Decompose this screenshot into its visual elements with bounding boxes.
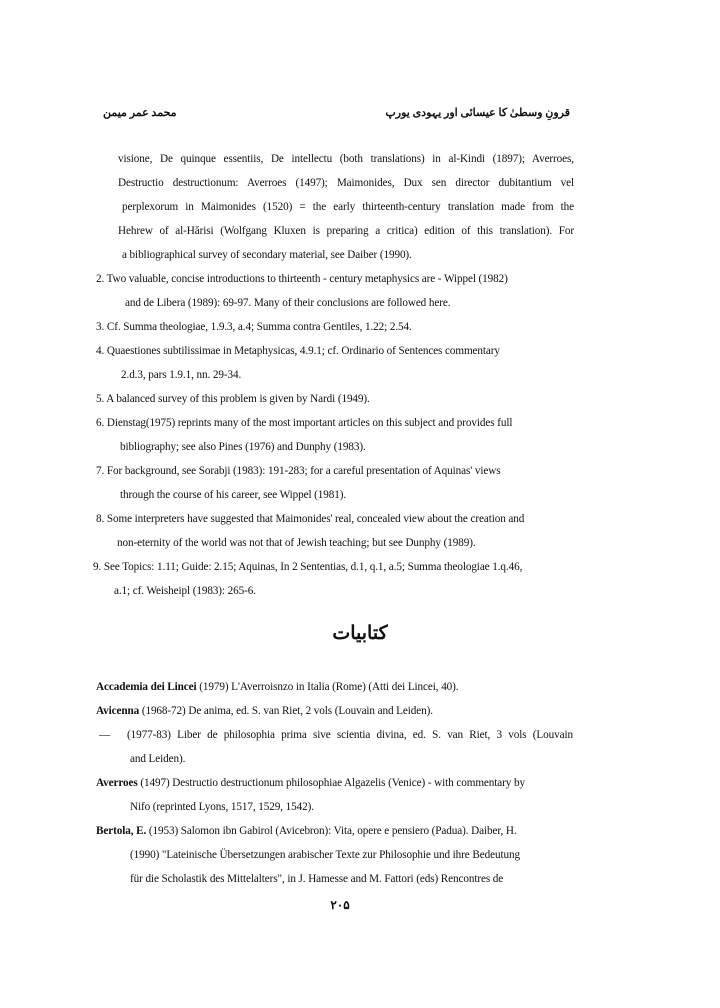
note-line: bibliography; see also Pines (1976) and Dunphy (1983). [120,441,366,453]
running-header-title: قرونِ وسطیٰ کا عیسائی اور یہودی یورپ [385,107,570,119]
note-line: and de Libera (1989): 69-97. Many of their conclusions are followed here. [125,297,451,309]
bibliography-entry: (1977-83) Liber de philosophia prima sive scientia divina, ed. S. van Riet, 3 vols (Louvain [127,729,573,741]
note-item-4: 4. Quaestiones subtilissimae in Metaphysicas, 4.9.1; cf. Ordinario of Sentences commentary [96,345,500,357]
bib-author: Averroes [96,777,138,789]
note-item-2: 2. Two valuable, concise introductions to thirteenth - century metaphysics are - Wippel (1982) [96,273,508,285]
bibliography-continuation: and Leiden). [130,753,186,765]
bib-author: Accademia dei Lincei [96,681,197,693]
bib-text: (1979) L'Averroisnzo in Italia (Rome) (Atti dei Lincei, 40). [196,681,459,693]
bib-text: (1497) Destructio destructionum philosophiae Algazelis (Venice) - with commentary by [137,777,525,789]
note-item-8: 8. Some interpreters have suggested that Maimonides' real, concealed view about the creation and [96,513,525,525]
note-item-6: 6. Dienstag(1975) reprints many of the most important articles on this subject and provides full [96,417,513,429]
note-line: non-eternity of the world was not that of Jewish teaching; but see Dunphy (1989). [117,537,476,549]
bib-author: Bertola, E. [96,825,147,837]
bib-text: (1953) Salomon ibn Gabirol (Avicebron): Vita, opere e pensiero (Padua). Daiber, H. [146,825,517,837]
note-line: perplexorum in Maimonides (1520) = the early thirteenth-century translation made from the [122,201,574,213]
bibliography-heading: کتابیات [332,623,388,644]
bibliography-entry [96,704,433,718]
bibliography-dash: — [99,729,111,741]
bibliography-entry [96,776,525,790]
note-line: a.1; cf. Weisheipl (1983): 265-6. [114,585,256,597]
note-item-3: 3. Cf. Summa theologiae, 1.9.3, a.4; Summa contra Gentiles, 1.22; 2.54. [96,321,412,333]
note-line: Destructio destructionum: Averroes (1497); Maimonides, Dux sen director dubitantium vel [118,177,574,189]
note-line: visione, De quinque essentiis, De intellectu (both translations) in al-Kindi (1897); Averroes, [118,153,574,165]
note-line: a bibliographical survey of secondary material, see Daiber (1990). [122,249,412,261]
note-item-5: 5. A balanced survey of this problem is given by Nardi (1949). [96,393,370,405]
note-line: Hehrew of al-Hărisi (Wolfgang Kluxen is preparing a critica) edition of this translation). For [118,225,574,237]
bibliography-continuation: für die Scholastik des Mittelalters", in J. Hamesse and M. Fattori (eds) Rencontres de [130,873,504,885]
bibliography-continuation: (1990) "Lateinische Übersetzungen arabischer Texte zur Philosophie und ihre Bedeutung [130,849,520,861]
note-item-7: 7. For background, see Sorabji (1983): 191-283; for a careful presentation of Aquinas' views [96,465,501,477]
bib-text: (1968-72) De anima, ed. S. van Riet, 2 vols (Louvain and Leiden). [139,705,433,717]
bibliography-continuation: Nifo (reprinted Lyons, 1517, 1529, 1542). [130,801,314,813]
running-header-author: محمد عمر میمن [103,107,177,119]
page-number: ۲۰۵ [330,898,350,912]
bibliography-entry [96,824,517,838]
bibliography-entry [96,680,459,694]
note-line: 2.d.3, pars 1.9.1, nn. 29-34. [121,369,242,381]
note-line: through the course of his career, see Wippel (1981). [120,489,347,501]
note-item-9: 9. See Topics: 1.11; Guide: 2.15; Aquinas, In 2 Sententias, d.1, q.1, a.5; Summa theologiae 1.q.46, [93,561,523,573]
bib-author: Avicenna [96,705,140,717]
